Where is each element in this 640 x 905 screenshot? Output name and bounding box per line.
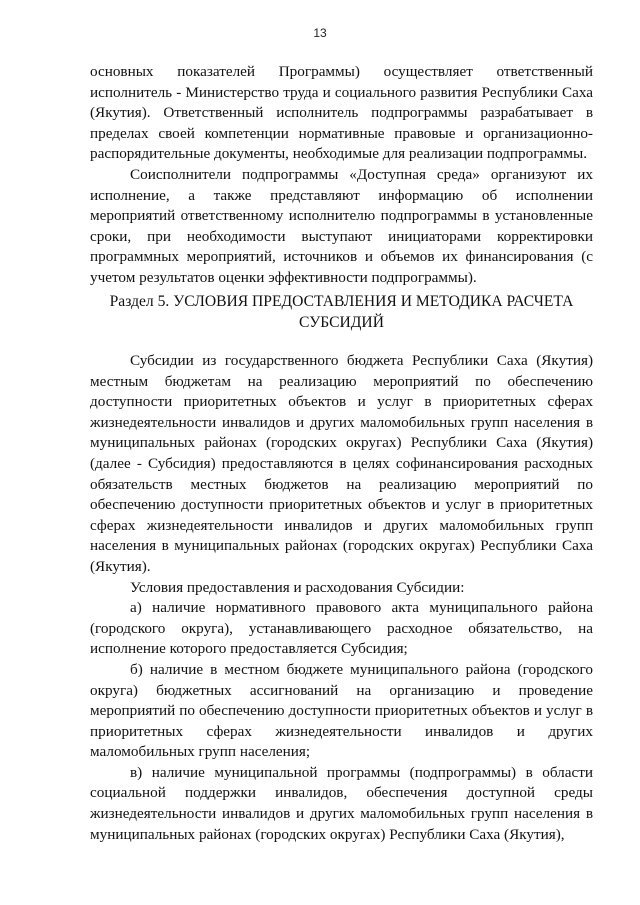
paragraph-responsible-executor: основных показателей Программы) осуществляет ответственный исполнитель - Министерство труда и социального развития Республики Саха (Якутия). Ответственный исполнитель подпрограммы разрабатывает в пределах своей компетенции нормативные правовые и организационно-распорядительные документы, необходимые для реализации подпрограммы. [90, 63, 593, 163]
section-title-line-2: СУБСИДИЙ [299, 314, 384, 331]
text-block-responsibility [90, 62, 593, 289]
paragraph-co-executors: Соисполнители подпрограммы «Доступная среда» организуют их исполнение, а также представляют информацию об исполнении мероприятий ответственному исполнителю подпрограммы в установленные сроки, при необходимости выступают инициаторами корректировки программных мероприятий, источников и объемов их финансирования (с учетом результатов оценки эффективности подпрограммы). [90, 165, 593, 286]
page-number: 13 [313, 26, 327, 40]
section-title-line-1: Раздел 5. УСЛОВИЯ ПРЕДОСТАВЛЕНИЯ И МЕТОДИКА РАСЧЕТА [109, 293, 574, 310]
section-title [90, 291, 593, 333]
paragraph-conditions-heading: Условия предоставления и расходования Субсидии: [130, 578, 465, 596]
paragraph-condition-a: а) наличие нормативного правового акта муниципального района (городского округа), устанавливающего расходное обязательство, на исполнение которого предоставляется Субсидия; [90, 599, 593, 658]
paragraph-subsidies-purpose: Субсидии из государственного бюджета Республики Саха (Якутия) местным бюджетам на реализацию мероприятий по обеспечению доступности приоритетных объектов и услуг в приоритетных сферах жизнедеятельности инвалидов и других маломобильных групп населения в муниципальных районах (городских округах) Республики Саха (Якутия) (далее - Субсидия) предоставляются в целях софинансирования расходных обязательств местных бюджетов на реализацию мероприятий по обеспечению доступности приоритетных объектов и услуг в приоритетных сферах жизнедеятельности инвалидов и других маломобильных групп населения в муниципальных районах (городских округах) Республики Саха (Якутия). [90, 352, 593, 575]
paragraph-condition-c: в) наличие муниципальной программы (подпрограммы) в области социальной поддержки инвалидов, обеспечения доступной среды жизнедеятельности инвалидов и других маломобильных групп населения в муниципальных районах (городских округах) Республики Саха (Якутия), [90, 763, 593, 843]
paragraph-condition-b: б) наличие в местном бюджете муниципального района (городского округа) бюджетных ассигнований на организацию и проведение мероприятий по обеспечению доступности приоритетных объектов и услуг в приоритетных сферах жизнедеятельности инвалидов и других маломобильных групп населения; [90, 660, 593, 761]
text-block-subsidies [90, 351, 593, 845]
